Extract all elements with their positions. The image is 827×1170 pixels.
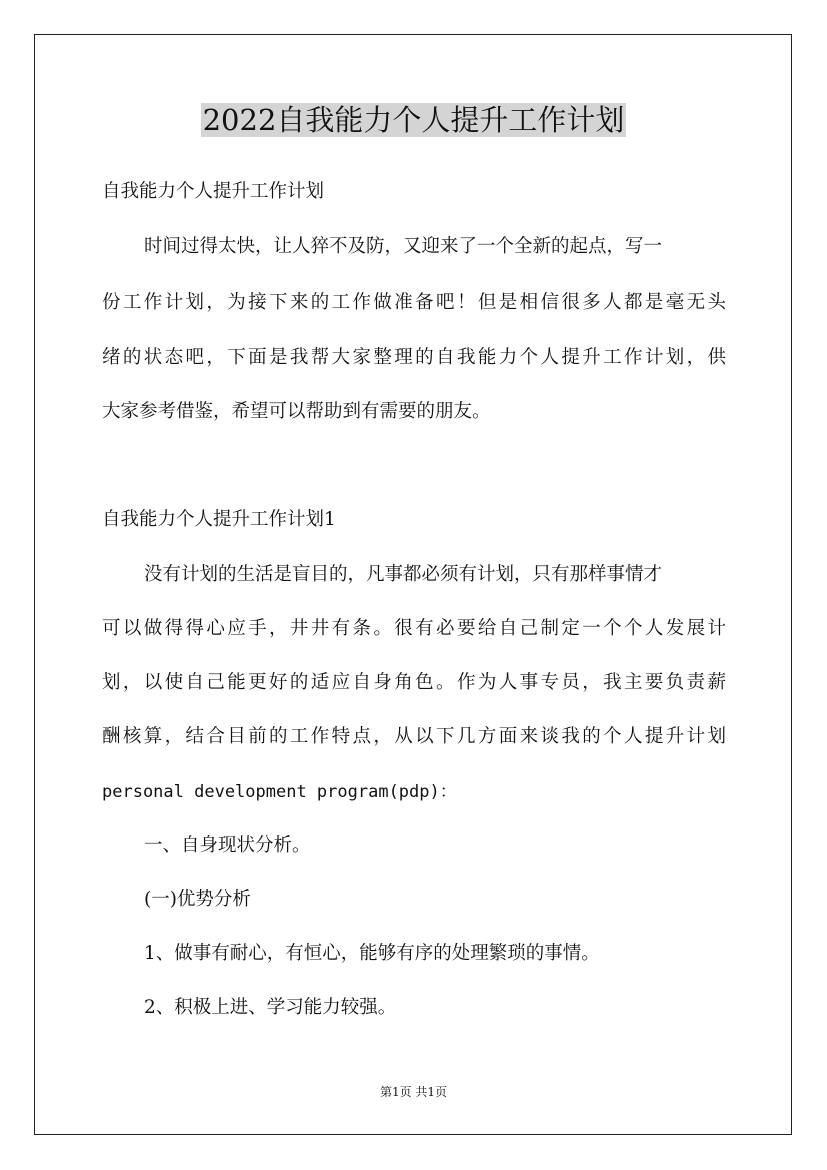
intro-line-2: 份工作计划，为接下来的工作做准备吧！但是相信很多人都是毫无头 bbox=[102, 292, 726, 313]
item-3: 1、做事有耐心，有恒心，能够有序的处理繁琐的事情。 bbox=[144, 943, 600, 964]
section-heading: 自我能力个人提升工作计划1 bbox=[102, 509, 336, 530]
section-line-2: 可以做得得心应手，井井有条。很有必要给自己制定一个个人发展计 bbox=[102, 618, 726, 639]
section-line-5: personal development program(pdp)： bbox=[102, 782, 457, 802]
intro-line-4: 大家参考借鉴，希望可以帮助到有需要的朋友。 bbox=[102, 401, 491, 422]
document-subtitle: 自我能力个人提升工作计划 bbox=[102, 181, 325, 202]
intro-line-1: 时间过得太快，让人猝不及防，又迎来了一个全新的起点，写一 bbox=[144, 236, 663, 257]
intro-line-3: 绪的状态吧，下面是我帮大家整理的自我能力个人提升工作计划，供 bbox=[102, 347, 726, 368]
item-2: (一)优势分析 bbox=[144, 889, 251, 910]
item-1: 一、自身现状分析。 bbox=[144, 835, 311, 856]
document-title: 2022自我能力个人提升工作计划 bbox=[202, 103, 625, 137]
section-line-1: 没有计划的生活是盲目的，凡事都必须有计划，只有那样事情才 bbox=[144, 564, 663, 585]
item-4: 2、积极上进、学习能力较强。 bbox=[144, 997, 397, 1018]
section-line-3: 划，以使自己能更好的适应自身角色。作为人事专员，我主要负责薪 bbox=[102, 672, 726, 693]
page-footer: 第1页 共1页 bbox=[379, 1085, 448, 1099]
section-line-4: 酬核算，结合目前的工作特点，从以下几方面来谈我的个人提升计划 bbox=[102, 726, 726, 747]
